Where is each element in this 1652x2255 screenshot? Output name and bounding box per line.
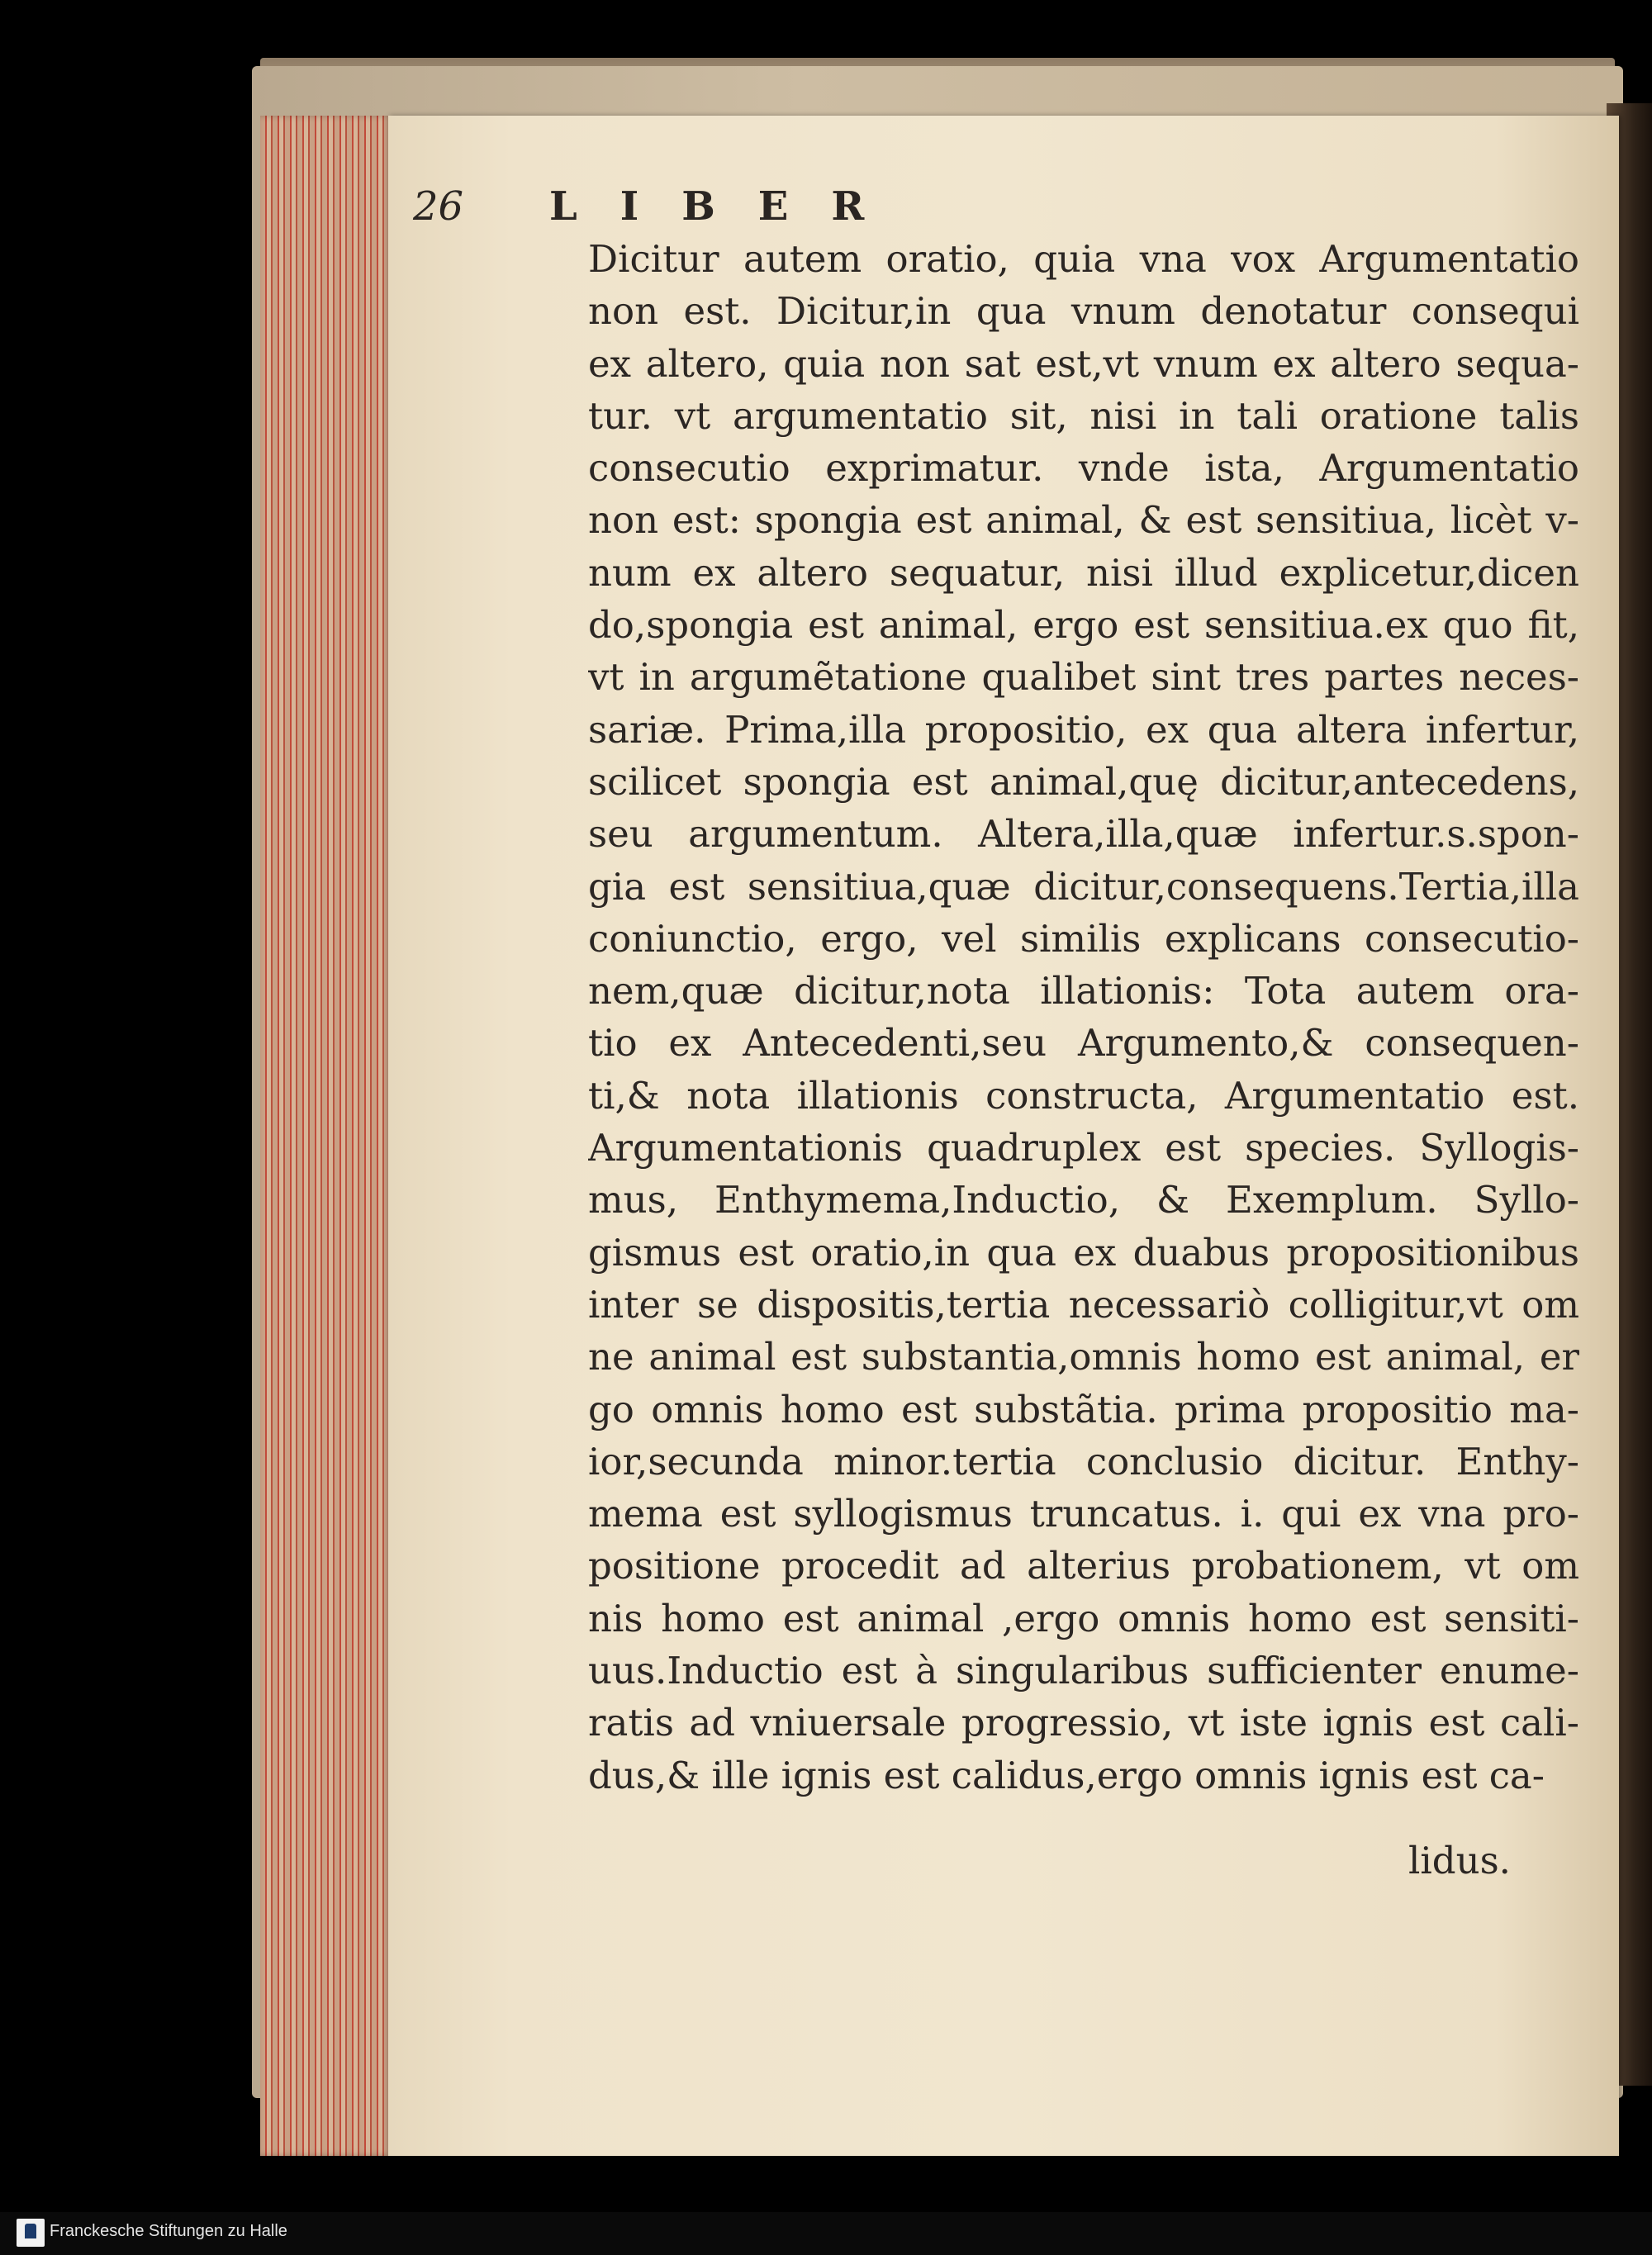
footer-bar	[0, 2212, 1652, 2255]
institution-logo-icon	[17, 2219, 45, 2247]
page-number: 26	[413, 183, 464, 230]
text-line: vt in argumẽtatione qualibet sint tres partes neces-	[588, 655, 1579, 700]
text-line: mema est syllogismus truncatus. i. qui ex vna pro-	[588, 1492, 1579, 1536]
footer-label: Franckesche Stiftungen zu Halle	[50, 2222, 287, 2240]
text-line: consecutio exprimatur. vnde ista, Argumentatio	[588, 446, 1579, 491]
text-line: gismus est oratio,in qua ex duabus propositionibus	[588, 1230, 1579, 1275]
text-line: non est: spongia est animal, & est sensitiua, licèt v-	[588, 498, 1579, 543]
text-line: tur. vt argumentatio sit, nisi in tali oratione talis	[588, 393, 1579, 438]
text-line: positione procedit ad alterius probationem, vt om	[588, 1544, 1579, 1588]
text-line: gia est sensitiua,quæ dicitur,consequens.Tertia,illa	[588, 864, 1579, 909]
text-line: ne animal est substantia,omnis homo est animal, er	[588, 1335, 1579, 1379]
text-line: num ex altero sequatur, nisi illud explicetur,dicen	[588, 550, 1579, 595]
text-line: Dicitur autem oratio, quia vna vox Argumentatio	[588, 237, 1579, 281]
text-line: coniunctio, ergo, vel similis explicans consecutio-	[588, 916, 1579, 961]
text-line: non est. Dicitur,in qua vnum denotatur consequi	[588, 289, 1579, 334]
text-block	[588, 233, 1579, 1802]
text-line: ti,& nota illationis constructa, Argumentatio est.	[588, 1073, 1579, 1118]
text-line: inter se dispositis,tertia necessariò colligitur,vt om	[588, 1282, 1579, 1327]
running-head: LIBER	[549, 183, 908, 230]
text-line: nem,quæ dicitur,nota illationis: Tota autem ora-	[588, 969, 1579, 1014]
text-line: tio ex Antecedenti,seu Argumento,& consequen-	[588, 1021, 1579, 1066]
text-line: seu argumentum. Altera,illa,quæ infertur.s.spon-	[588, 812, 1579, 857]
page-edges	[260, 116, 392, 2156]
text-line: ex altero, quia non sat est,vt vnum ex altero sequa-	[588, 341, 1579, 386]
text-line: ior,secunda minor.tertia conclusio dicitur. Enthy-	[588, 1439, 1579, 1484]
text-line: ratis ad vniuersale progressio, vt iste ignis est cali-	[588, 1701, 1579, 1745]
text-line: uus.Inductio est à singularibus sufficienter enume-	[588, 1649, 1579, 1693]
text-line: dus,& ille ignis est calidus,ergo omnis ignis est ca-	[588, 1753, 1545, 1797]
text-line: go omnis homo est substãtia. prima propositio ma-	[588, 1387, 1579, 1431]
text-line: nis homo est animal ,ergo omnis homo est sensiti-	[588, 1596, 1579, 1640]
text-line: sariæ. Prima,illa propositio, ex qua altera infertur,	[588, 707, 1579, 752]
text-line: scilicet spongia est animal,quę dicitur,antecedens,	[588, 759, 1579, 804]
text-line: Argumentationis quadruplex est species. Syllogis-	[588, 1126, 1579, 1170]
text-line: do,spongia est animal, ergo est sensitiua.ex quo fit,	[588, 603, 1579, 648]
catchword: lidus.	[1408, 1839, 1511, 1882]
text-line: mus, Enthymema,Inductio, & Exemplum. Syllo-	[588, 1178, 1579, 1222]
